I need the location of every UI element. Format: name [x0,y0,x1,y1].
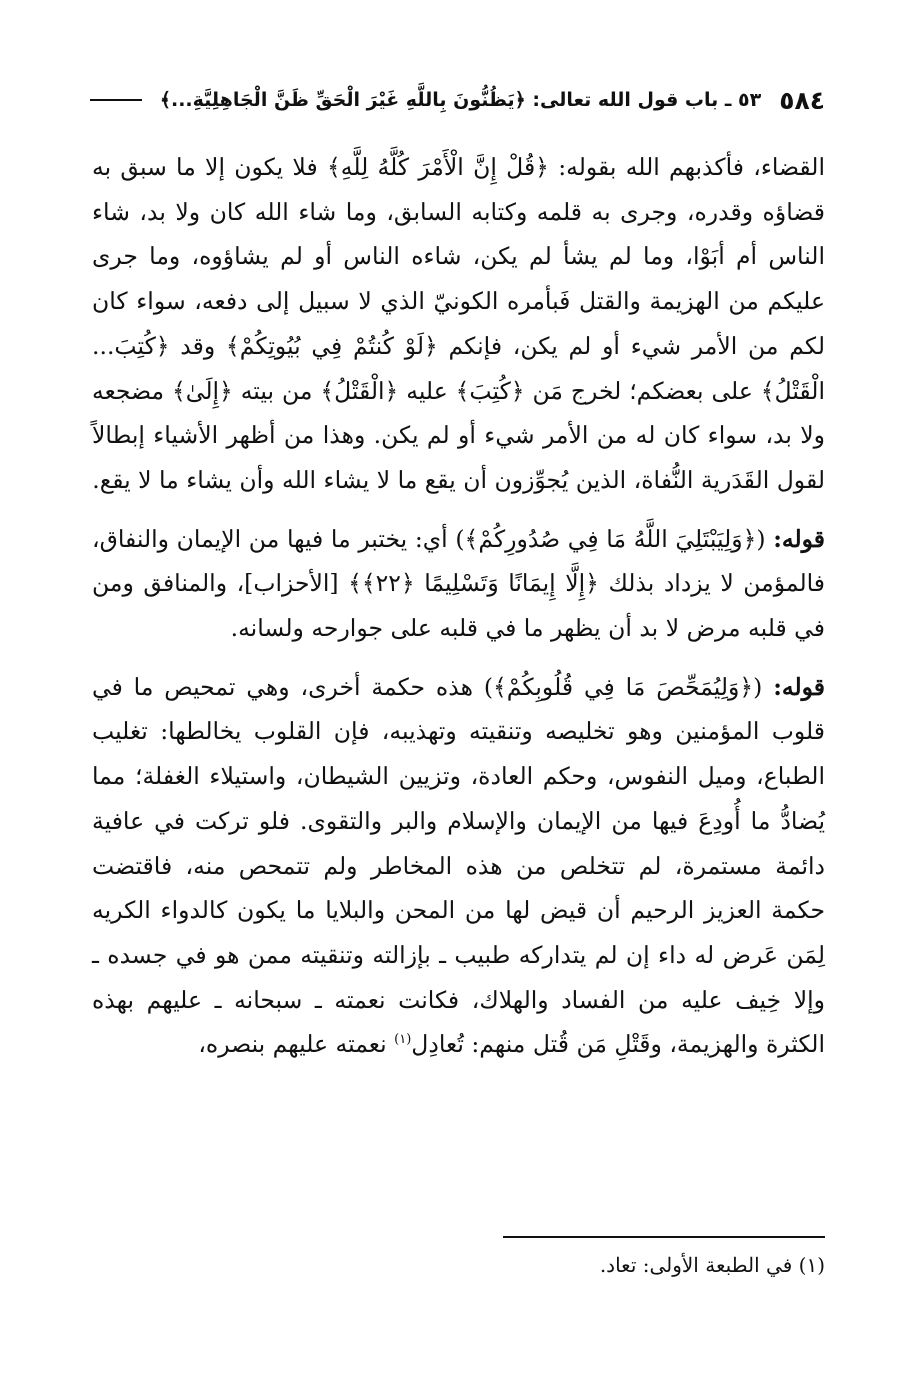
paragraph-3-text-a: (﴿وَلِيُمَحِّصَ مَا فِي قُلُوبِكُمْ﴾) هذه حكمة أخرى، وهي تمحيص ما في قلوب المؤمنين وهو تخليصه وتنقيته وتهذيبه، فإن القلوب يخالطها: تغليب الطباع، وميل النفوس، وحكم العادة، وتزيين الشيطان، واستيلاء الغفلة؛ مما يُضادُّ ما أُودِعَ فيها من الإيمان والإسلام والبر والتقوى. فلو تركت في عافية دائمة مستمرة، لم تتخلص من هذه المخاطر ولم تتمحص منه، فاقتضت حكمة العزيز الرحيم أن قيض لها من المحن والبلايا ما يكون كالدواء الكريه لِمَن عَرض له داء إن لم يتداركه طبيب ـ بإزالته وتنقيته ممن هو في جسده ـ وإلا خِيف عليه من الفساد والهلاك، فكانت نعمته ـ سبحانه ـ عليهم بهذه الكثرة والهزيمة، وقَتْلِ مَن قُتل منهم: تُعادِل [92,672,825,1059]
running-title: ٥٣ ـ باب قول الله تعالى: ﴿يَظُنُّونَ بِاللَّهِ غَيْرَ الْحَقِّ ظَنَّ الْجَاهِلِيَّةِ...﴾ [159,89,762,111]
main-text [92,145,825,1067]
footnote-divider [503,1236,825,1238]
paragraph-3 [92,665,825,1067]
paragraph-3-text-b: نعمته عليهم بنصره، [198,1030,395,1059]
page-header [90,80,825,120]
paragraph-2-lead: قوله: [773,524,825,553]
paragraph-3-lead: قوله: [773,672,825,701]
paragraph-1: القضاء، فأكذبهم الله بقوله: ﴿قُلْ إِنَّ الْأَمْرَ كُلَّهُ لِلَّهِ﴾ فلا يكون إلا ما سبق به قضاؤه وقدره، وجرى به قلمه وكتابه السابق، وما شاء الله كان ولا بد، شاء الناس أم أبَوْا، وما لم يشأ لم يكن، شاءه الناس أو لم يشاؤوه، وما جرى عليكم من الهزيمة والقتل فَبأمره الكونيّ الذي لا سبيل إلى دفعه، سواء كان لكم من الأمر شيء أو لم يكن، فإنكم ﴿لَوْ كُنتُمْ فِي بُيُوتِكُمْ﴾ وقد ﴿كُتِبَ... الْقَتْلُ﴾ على بعضكم؛ لخرج مَن ﴿كُتِبَ﴾ عليه ﴿الْقَتْلُ﴾ من بيته ﴿إِلَىٰ﴾ مضجعه ولا بد، سواء كان له من الأمر شيء أو لم يكن. وهذا من أظهر الأشياء إبطالاً لقول القَدَرية النُّفاة، الذين يُجوِّزون أن يقع ما لا يشاء الله وأن يشاء ما لا يقع. [92,153,825,494]
page-number: ٥٨٤ [779,85,825,115]
footnote: (١) في الطبعة الأولى: تعاد. [599,1253,825,1277]
header-rule [90,99,142,101]
footnote-reference: (١) [394,1032,412,1048]
paragraph-2 [92,517,825,651]
paragraph-2-text: (﴿وَلِيَبْتَلِيَ اللَّهُ مَا فِي صُدُورِكُمْ﴾) أي: يختبر ما فيها من الإيمان والنفاق، فالمؤمن لا يزداد بذلك ﴿إِلَّا إِيمَانًا وَتَسْلِيمًا ﴿٢٢﴾﴾ [الأحزاب]، والمنافق ومن في قلبه مرض لا بد أن يظهر ما في قلبه على جوارحه ولسانه. [92,524,826,643]
